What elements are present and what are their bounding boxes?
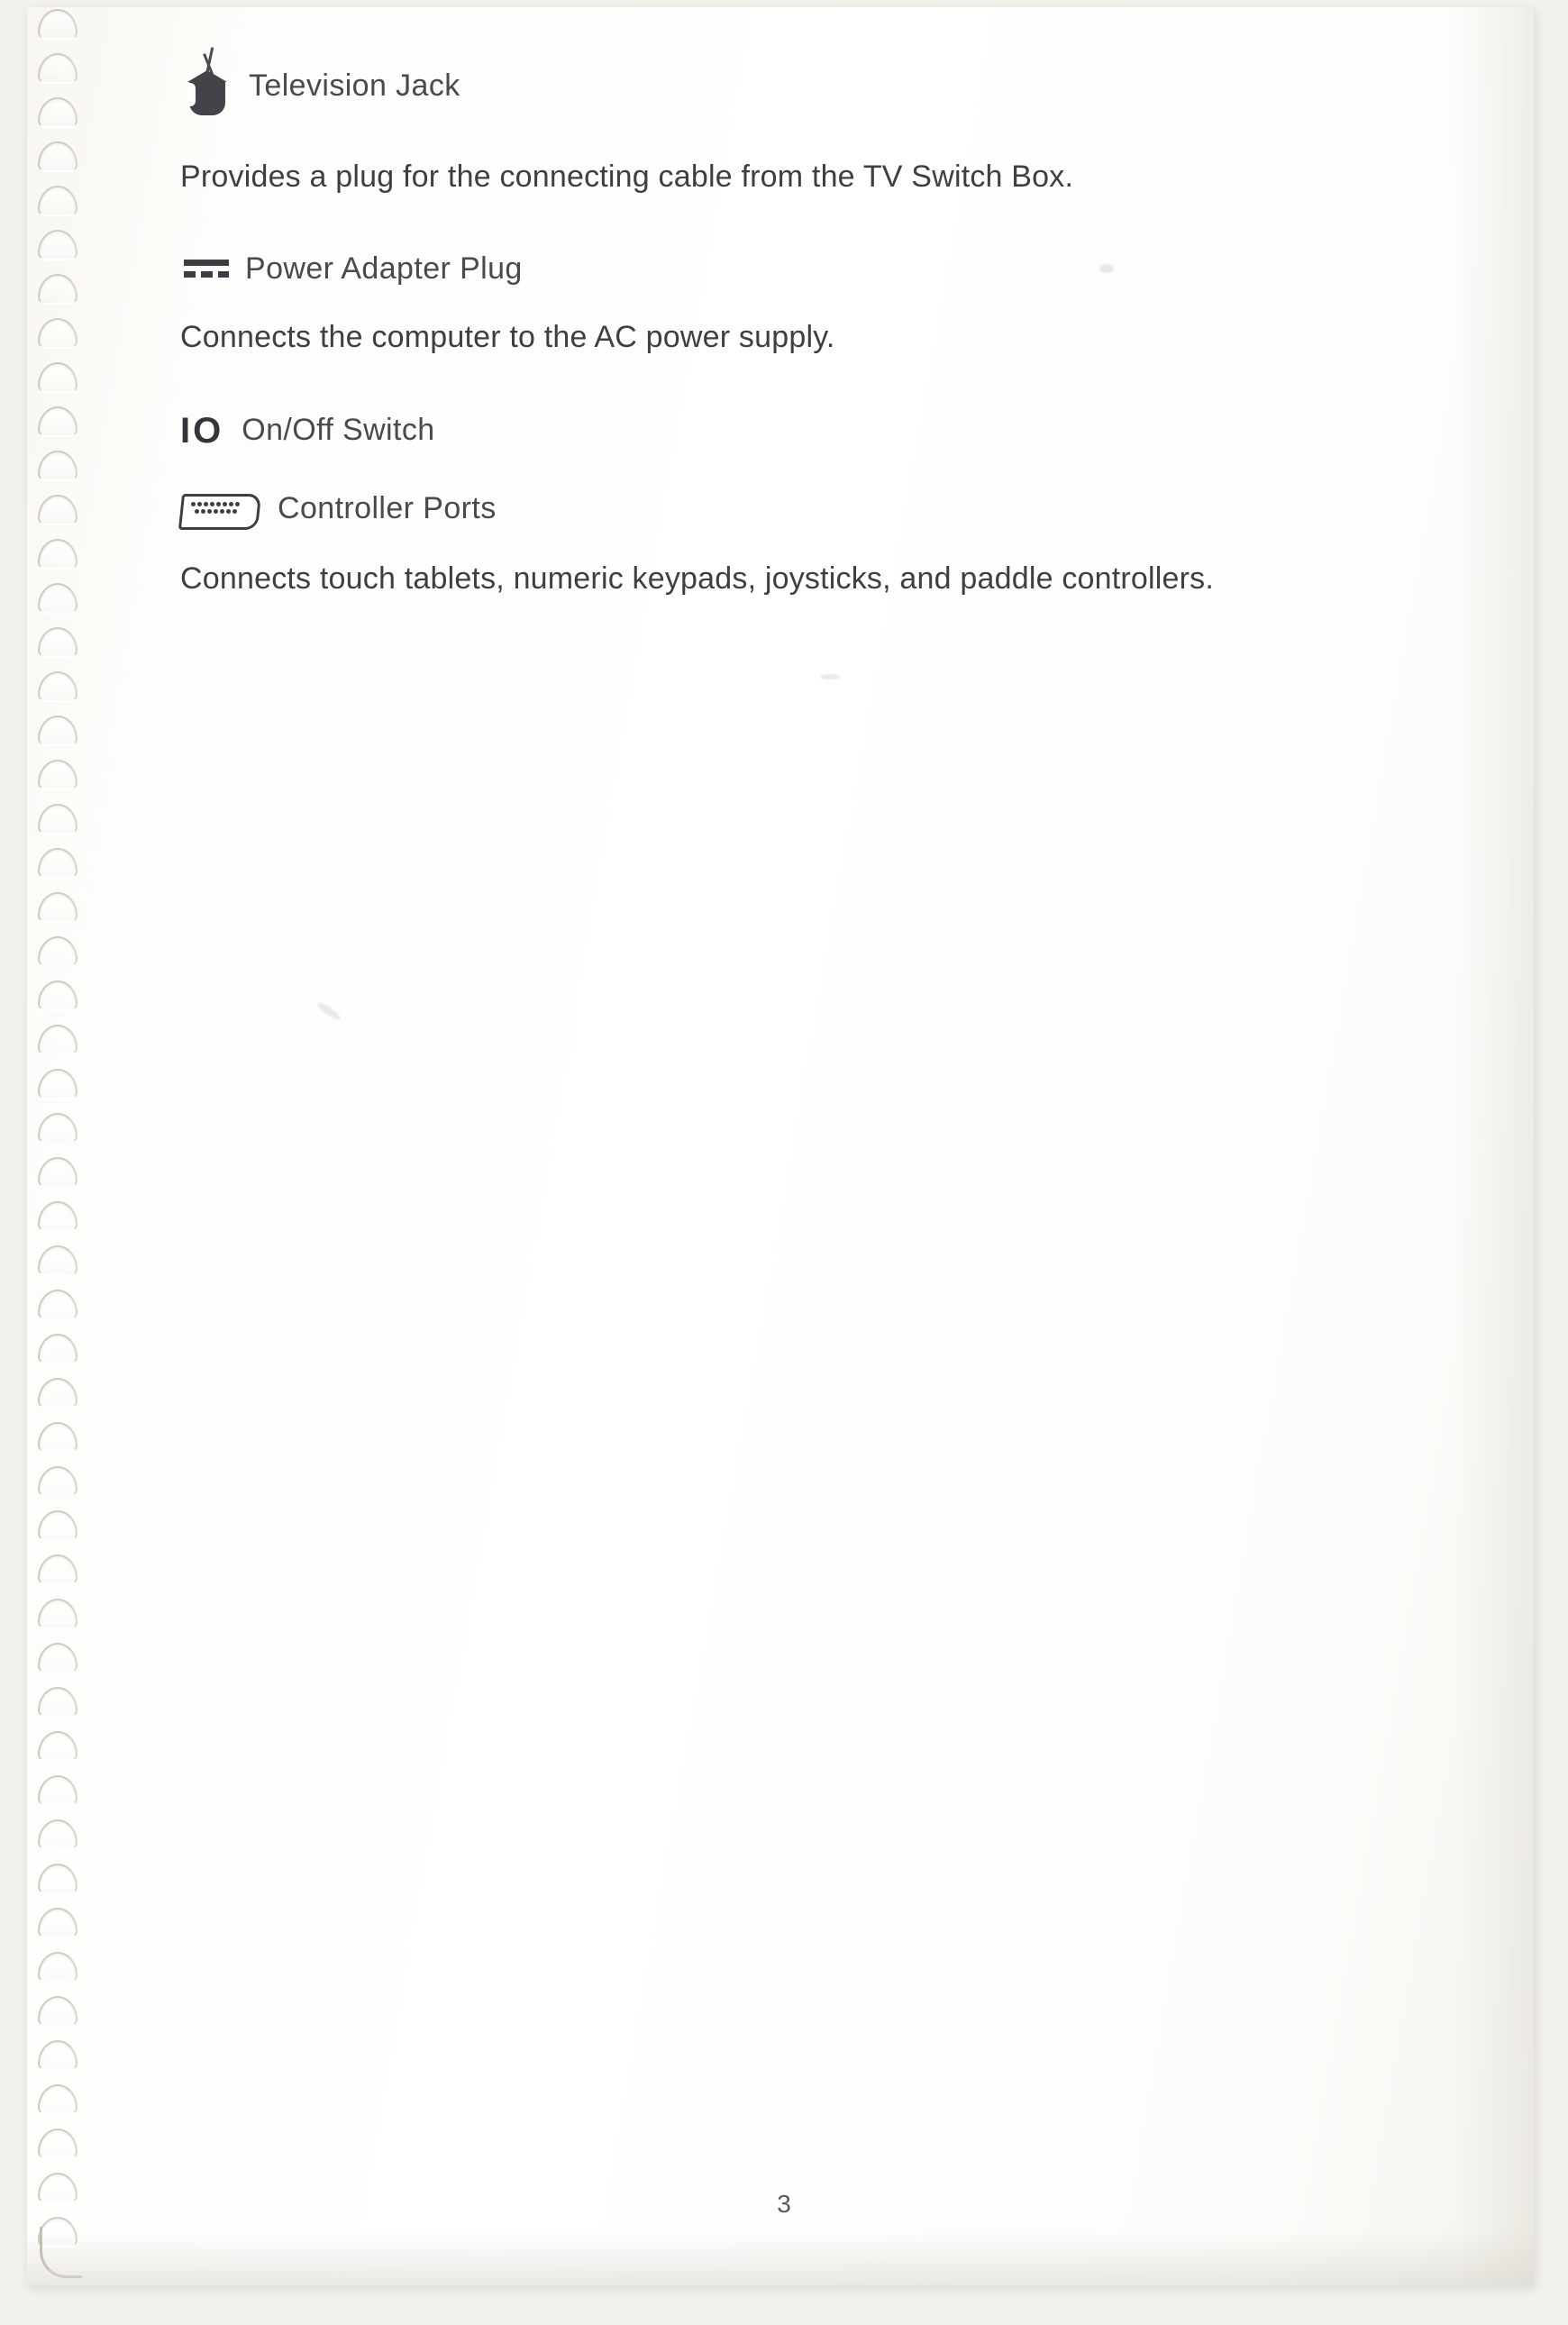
binding-hole bbox=[38, 495, 77, 525]
page-content bbox=[180, 27, 1370, 601]
binding-hole bbox=[38, 1245, 77, 1276]
binding-hole bbox=[38, 848, 77, 879]
section-body: Provides a plug for the connecting cable from the TV Switch Box. bbox=[180, 160, 1074, 194]
section-television-jack bbox=[180, 47, 1370, 199]
heading-row bbox=[180, 47, 1370, 124]
heading-row bbox=[180, 251, 1370, 287]
section-title: Controller Ports bbox=[278, 491, 497, 526]
binding-hole bbox=[38, 230, 77, 260]
television-jack-icon bbox=[180, 47, 234, 124]
binding-hole bbox=[38, 583, 77, 614]
binding-hole bbox=[38, 97, 77, 128]
heading-row bbox=[180, 490, 1370, 528]
binding-hole bbox=[38, 53, 77, 84]
section-on-off-switch bbox=[180, 410, 1370, 451]
binding-hole bbox=[38, 627, 77, 658]
power-adapter-plug-icon bbox=[180, 254, 232, 285]
binding-hole bbox=[38, 1775, 77, 1806]
section-title: Power Adapter Plug bbox=[245, 251, 523, 287]
binding-hole bbox=[38, 274, 77, 305]
spiral-binding-holes bbox=[32, 0, 87, 2325]
scan-artifact bbox=[820, 674, 840, 679]
on-off-switch-icon: IO bbox=[180, 410, 224, 451]
binding-hole bbox=[38, 1422, 77, 1453]
binding-hole bbox=[38, 9, 77, 40]
binding-hole bbox=[38, 1113, 77, 1144]
binding-hole bbox=[38, 936, 77, 967]
binding-hole bbox=[38, 1466, 77, 1497]
binding-hole bbox=[38, 1510, 77, 1541]
binding-hole bbox=[38, 980, 77, 1011]
binding-hole bbox=[38, 2129, 77, 2159]
controller-ports-icon bbox=[180, 490, 258, 528]
binding-hole bbox=[38, 892, 77, 923]
section-title: Television Jack bbox=[249, 68, 460, 103]
binding-hole bbox=[38, 141, 77, 172]
heading-row bbox=[180, 410, 1370, 451]
binding-hole bbox=[38, 1643, 77, 1673]
binding-hole bbox=[38, 1555, 77, 1585]
binding-hole bbox=[38, 1157, 77, 1188]
page-edge-shadow-right bbox=[1453, 7, 1534, 2285]
binding-hole bbox=[38, 1201, 77, 1232]
binding-hole bbox=[38, 1599, 77, 1629]
binding-hole bbox=[38, 318, 77, 349]
binding-hole bbox=[38, 1378, 77, 1409]
binding-hole bbox=[38, 539, 77, 570]
binding-hole bbox=[38, 1025, 77, 1055]
section-power-adapter-plug bbox=[180, 251, 1370, 360]
binding-hole bbox=[38, 1069, 77, 1099]
page-edge-shadow-bottom bbox=[27, 2231, 1534, 2285]
binding-hole bbox=[38, 716, 77, 746]
binding-hole bbox=[38, 1334, 77, 1364]
binding-hole bbox=[38, 2040, 77, 2071]
binding-hole bbox=[38, 406, 77, 437]
binding-hole bbox=[38, 451, 77, 481]
page-number: 3 bbox=[777, 2190, 791, 2218]
binding-hole bbox=[38, 1996, 77, 2027]
binding-hole bbox=[38, 1952, 77, 1983]
binding-hole bbox=[38, 760, 77, 790]
binding-hole bbox=[38, 1731, 77, 1762]
binding-hole bbox=[38, 1687, 77, 1718]
section-controller-ports bbox=[180, 490, 1370, 601]
binding-hole bbox=[38, 1908, 77, 1938]
binding-hole bbox=[38, 186, 77, 216]
section-body: Connects the computer to the AC power supply. bbox=[180, 320, 835, 355]
binding-hole bbox=[38, 671, 77, 702]
binding-hole bbox=[38, 1819, 77, 1850]
binding-hole bbox=[38, 362, 77, 393]
binding-hole bbox=[38, 1864, 77, 1894]
binding-hole bbox=[38, 2084, 77, 2115]
section-body: Connects touch tablets, numeric keypads, joysticks, and paddle controllers. bbox=[180, 561, 1215, 596]
section-title: On/Off Switch bbox=[242, 413, 435, 448]
binding-hole bbox=[38, 804, 77, 834]
binding-hole bbox=[38, 1290, 77, 1320]
